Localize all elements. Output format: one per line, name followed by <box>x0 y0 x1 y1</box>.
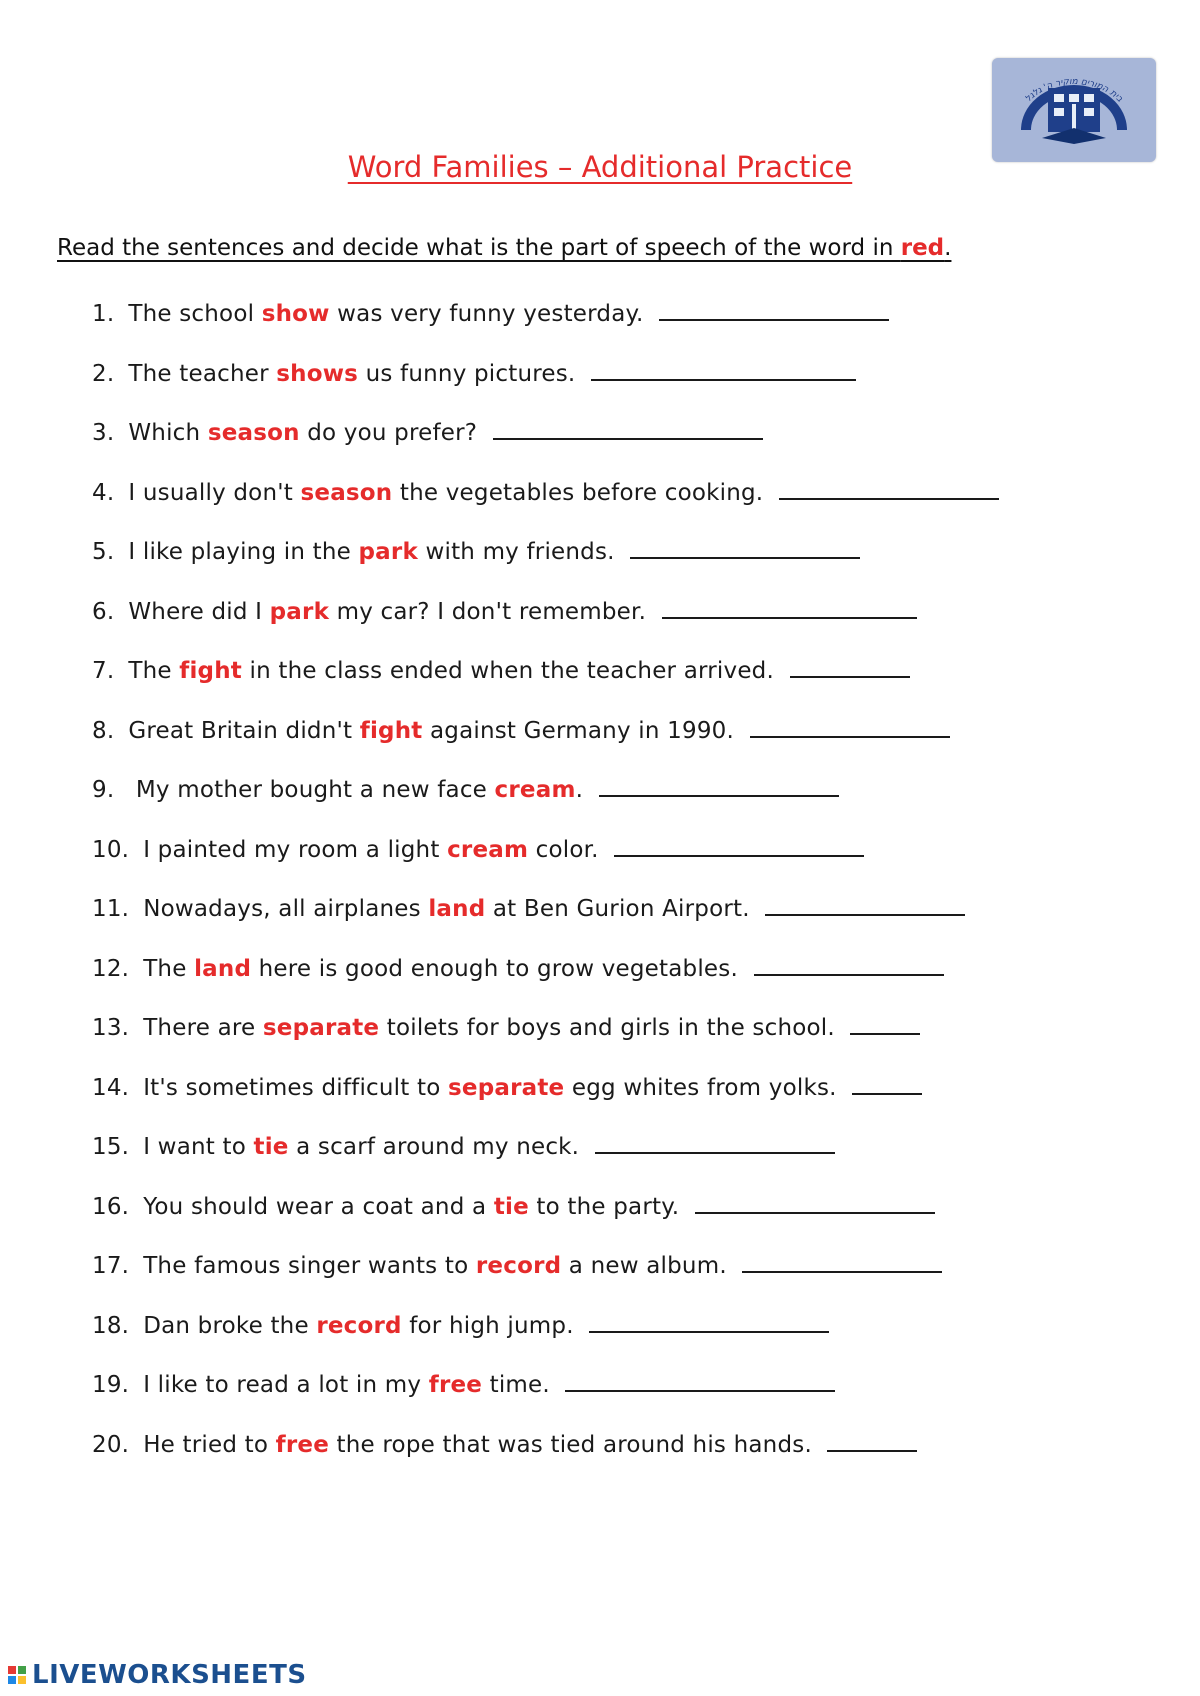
target-word: tie <box>253 1134 289 1160</box>
question-2 <box>92 360 999 420</box>
question-16 <box>92 1193 999 1253</box>
question-text-after: a new album. <box>561 1253 735 1279</box>
question-5 <box>92 538 999 598</box>
question-number: 10. <box>92 836 130 863</box>
question-number: 3. <box>92 420 115 446</box>
question-17 <box>92 1252 999 1312</box>
question-text-after: do you prefer? <box>299 420 485 446</box>
question-text-after: in the class ended when the teacher arrived. <box>241 658 782 684</box>
answer-blank[interactable] <box>614 849 864 857</box>
question-text-before: Which <box>128 420 208 446</box>
question-text-before: The teacher <box>128 360 277 387</box>
question-text-after: to the party. <box>528 1193 687 1220</box>
question-text-before: Dan broke the <box>143 1312 317 1339</box>
question-text-after: here is good enough to grow vegetables. <box>251 955 746 982</box>
question-14 <box>92 1074 999 1134</box>
question-text-before: The <box>128 658 180 684</box>
question-number: 5. <box>92 539 115 565</box>
question-text-before: The famous singer wants to <box>143 1253 476 1279</box>
question-7 <box>92 657 999 717</box>
question-text-before: I want to <box>143 1134 254 1160</box>
question-number: 7. <box>92 658 115 684</box>
answer-blank[interactable] <box>659 313 889 321</box>
target-word: land <box>428 896 486 922</box>
target-word: tie <box>493 1193 529 1220</box>
question-text-before: Nowadays, all airplanes <box>143 896 429 922</box>
page-title: Word Families – Additional Practice <box>347 150 853 184</box>
logo-arc-text: בית המורים מוקיר ה' גלגל <box>1023 76 1125 105</box>
answer-blank[interactable] <box>662 611 917 619</box>
question-text-before: The <box>143 955 195 982</box>
question-number: 9. <box>92 777 115 803</box>
question-text-before: The school <box>128 301 262 327</box>
liveworksheets-footer <box>8 1660 307 1690</box>
target-word: show <box>261 301 330 327</box>
question-text-before: You should wear a coat and a <box>143 1193 494 1220</box>
question-text-before: Where did I <box>128 598 270 625</box>
question-text-after: was very funny yesterday. <box>329 301 652 327</box>
target-word: land <box>194 955 252 982</box>
question-text-before: I like playing in the <box>128 539 359 565</box>
question-text-before: He tried to <box>143 1431 276 1458</box>
answer-blank[interactable] <box>750 730 950 738</box>
question-number: 16. <box>92 1193 130 1220</box>
answer-blank[interactable] <box>850 1027 920 1035</box>
answer-blank[interactable] <box>493 432 763 440</box>
question-text-after: my car? I don't remember. <box>329 598 654 625</box>
target-word: park <box>358 539 418 565</box>
target-word: record <box>316 1312 402 1339</box>
target-word: record <box>475 1253 562 1279</box>
answer-blank[interactable] <box>599 789 839 797</box>
question-text-after: color. <box>528 836 607 863</box>
question-8 <box>92 717 999 777</box>
target-word: season <box>300 479 393 506</box>
question-text-after: for high jump. <box>401 1312 582 1339</box>
question-text-after: us funny pictures. <box>358 360 583 387</box>
target-word: free <box>428 1372 483 1398</box>
answer-blank[interactable] <box>779 492 999 500</box>
question-number: 18. <box>92 1312 130 1339</box>
question-list <box>92 300 999 1490</box>
question-1 <box>92 300 999 360</box>
target-word: park <box>269 598 330 625</box>
liveworksheets-logo-icon <box>8 1666 26 1684</box>
question-text-after: with my friends. <box>417 539 623 565</box>
instructions <box>57 235 951 261</box>
school-logo <box>992 58 1156 162</box>
question-number: 12. <box>92 955 130 982</box>
question-text-before: My mother bought a new face <box>128 777 495 803</box>
target-word: fight <box>359 717 423 744</box>
question-text-before: There are <box>143 1015 263 1041</box>
target-word: fight <box>179 658 242 684</box>
answer-blank[interactable] <box>630 551 860 559</box>
question-text-after: egg whites from yolks. <box>564 1074 845 1101</box>
question-18 <box>92 1312 999 1372</box>
question-12 <box>92 955 999 1015</box>
answer-blank[interactable] <box>565 1384 835 1392</box>
question-text-before: It's sometimes difficult to <box>143 1074 448 1101</box>
question-text-after: against Germany in 1990. <box>422 717 742 744</box>
target-word: free <box>275 1431 330 1458</box>
question-6 <box>92 598 999 658</box>
question-number: 6. <box>92 598 115 625</box>
question-text-after: the vegetables before cooking. <box>392 479 771 506</box>
question-number: 17. <box>92 1253 130 1279</box>
question-11 <box>92 895 999 955</box>
question-20 <box>92 1431 999 1491</box>
answer-blank[interactable] <box>754 968 944 976</box>
answer-blank[interactable] <box>742 1265 942 1273</box>
answer-blank[interactable] <box>765 908 965 916</box>
question-text-before: I painted my room a light <box>143 836 448 863</box>
question-text-after: . <box>575 777 591 803</box>
question-number: 14. <box>92 1074 130 1101</box>
instructions-text: Read the sentences and decide what is the part of speech of the word in <box>57 235 901 261</box>
answer-blank[interactable] <box>852 1087 922 1095</box>
question-number: 11. <box>92 896 130 922</box>
target-word: cream <box>494 777 576 803</box>
question-text-before: I like to read a lot in my <box>143 1372 429 1398</box>
answer-blank[interactable] <box>790 670 910 678</box>
target-word: cream <box>447 836 529 863</box>
answer-blank[interactable] <box>595 1146 835 1154</box>
question-text-before: Great Britain didn't <box>128 717 360 744</box>
question-text-after: at Ben Gurion Airport. <box>485 896 758 922</box>
question-number: 4. <box>92 479 115 506</box>
instructions-highlight: red <box>900 235 945 261</box>
question-text-after: toilets for boys and girls in the school. <box>379 1015 843 1041</box>
liveworksheets-brand: LIVEWORKSHEETS <box>32 1660 307 1690</box>
question-text-after: time. <box>482 1372 558 1398</box>
answer-blank[interactable] <box>589 1325 829 1333</box>
question-number: 15. <box>92 1134 130 1160</box>
question-number: 2. <box>92 360 115 387</box>
instructions-end: . <box>944 235 952 261</box>
question-15 <box>92 1133 999 1193</box>
question-text-after: the rope that was tied around his hands. <box>329 1431 820 1458</box>
answer-blank[interactable] <box>827 1444 917 1452</box>
question-number: 13. <box>92 1015 130 1041</box>
answer-blank[interactable] <box>695 1206 935 1214</box>
question-number: 8. <box>92 717 115 744</box>
target-word: separate <box>448 1074 565 1101</box>
question-10 <box>92 836 999 896</box>
question-text-after: a scarf around my neck. <box>288 1134 587 1160</box>
target-word: separate <box>262 1015 380 1041</box>
target-word: shows <box>276 360 359 387</box>
question-number: 19. <box>92 1372 130 1398</box>
question-4 <box>92 479 999 539</box>
question-number: 1. <box>92 301 115 327</box>
answer-blank[interactable] <box>591 373 856 381</box>
question-9 <box>92 776 999 836</box>
question-text-before: I usually don't <box>128 479 301 506</box>
question-number: 20. <box>92 1431 130 1458</box>
school-logo-icon <box>992 58 1156 162</box>
target-word: season <box>207 420 300 446</box>
question-19 <box>92 1371 999 1431</box>
question-3 <box>92 419 999 479</box>
question-13 <box>92 1014 999 1074</box>
